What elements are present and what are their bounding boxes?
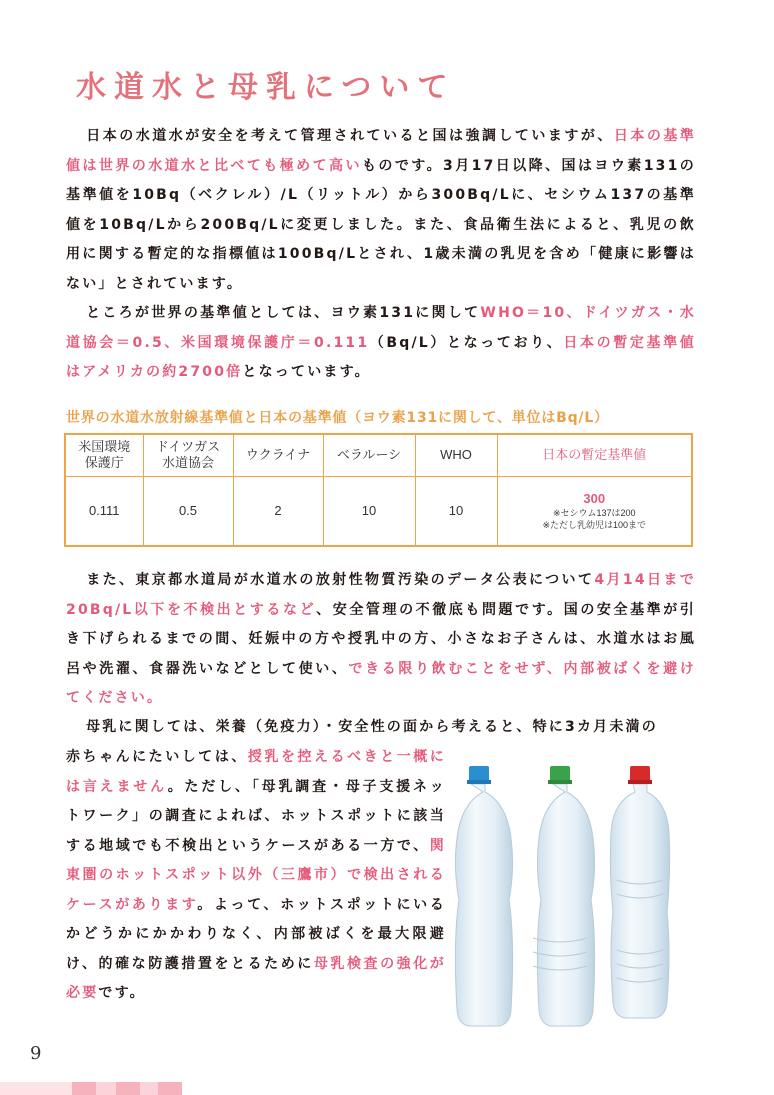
- p5-text-d: です。: [98, 985, 146, 1001]
- header-ukraine: ウクライナ: [233, 434, 323, 476]
- p3-text-a: また、東京都水道局が水道水の放射性物質汚染のデータ公表について: [86, 572, 595, 588]
- bottle-green-cap-icon: [533, 766, 595, 1026]
- p5-text-c: 。よって、ホットスポットにいるかどうかにかかわりなく、内部被ばくを最大限避け、的確な防護措置をとるために: [66, 896, 446, 972]
- p2-text-c: となっています。: [242, 364, 371, 380]
- value-ukraine: 2: [233, 476, 323, 546]
- paragraph-world-standards: [66, 299, 696, 388]
- paragraph-breast-milk-detail: [66, 743, 446, 1009]
- value-dvgw: 0.5: [143, 476, 233, 546]
- japan-value: 300: [583, 490, 606, 506]
- japan-note-infant: ※ただし乳幼児は100まで: [542, 519, 647, 530]
- p2-text-a: ところが世界の基準値としては、ヨウ素131に関して: [86, 305, 481, 321]
- bottle-red-cap-icon: [610, 766, 669, 1018]
- p5-text-b: 。ただし、「母乳調査・母子支援ネットワーク」の調査によれば、ホットスポットに該当する地域でも不検出というケースがある一方で、: [66, 778, 446, 854]
- value-us-epa: 0.111: [65, 476, 143, 546]
- header-japan: 日本の暫定基準値: [497, 434, 692, 476]
- table-caption: 世界の水道水放射線基準値と日本の基準値（ヨウ素131に関して、単位はBq/L）: [66, 410, 609, 426]
- paragraph-breast-milk-intro: [66, 713, 696, 743]
- header-dvgw: ドイツガス 水道協会: [143, 434, 233, 476]
- p3-highlight-1: 4月14日まで20Bq/L以下を不検出とするなど: [66, 572, 697, 618]
- japan-note-cesium: ※セシウム137は200: [553, 507, 636, 518]
- p4-text-a: 母乳に関しては、栄養（免疫力）・安全性の面から考えると、特に3カ月未満の: [86, 719, 658, 735]
- footer-decoration: [0, 1082, 182, 1095]
- p5-highlight-3: 母乳検査の強化が必要: [66, 955, 446, 1001]
- header-who: WHO: [415, 434, 497, 476]
- p5-highlight-1: 授乳を控えるべきと一概には言えません: [66, 749, 447, 795]
- paragraph-tokyo-waterworks: [66, 566, 696, 714]
- p3-highlight-2: できる限り飲むことをせず、内部被ばくを避けてください。: [66, 660, 696, 706]
- page-number: 9: [30, 1043, 42, 1064]
- value-japan: [497, 476, 692, 546]
- table-value-row: [65, 476, 692, 546]
- p2-text-b: （Bq/L）となっており、: [369, 334, 564, 351]
- p3-text-b: 、安全管理の不徹底も問題です。国の安全基準が引き下げられるまでの間、妊娠中の方や授乳中の方、小さなお子さんは、水道水はお風呂や洗濯、食器洗いなどとして使い、: [66, 601, 697, 677]
- value-who: 10: [415, 476, 497, 546]
- radiation-standards-table: [64, 433, 693, 547]
- p5-text-a: 赤ちゃんにたいしては、: [66, 749, 248, 765]
- header-belarus: ベラルーシ: [323, 434, 415, 476]
- p2-highlight-2: 日本の暫定基準値はアメリカの約2700倍: [66, 334, 696, 380]
- p5-highlight-2: 関東圏のホットスポット以外（三鷹市）で検出されるケースがあります: [66, 837, 446, 913]
- value-belarus: 10: [323, 476, 415, 546]
- paragraph-tap-water-safety: [66, 122, 696, 299]
- p2-highlight-1: WHO＝10、ドイツガス・水道協会＝0.5、米国環境保護庁＝0.111: [66, 305, 696, 351]
- p1-text-a: 日本の水道水が安全を考えて管理されていると国は強調していますが、: [86, 128, 614, 144]
- bottle-blue-cap-icon: [455, 766, 512, 1026]
- table-header-row: [65, 434, 692, 476]
- p1-highlight-1: 日本の基準値は世界の水道水と比べても極めて高い: [66, 128, 697, 174]
- header-us-epa: 米国環境 保護庁: [65, 434, 143, 476]
- water-bottles-illustration: [455, 760, 685, 1030]
- p1-text-b: ものです。3月17日以降、国はヨウ素131の基準値を10Bq（ベクレル）/L（リットル）から300Bq/Lに、セシウム137の基準値を10Bq/Lから200Bq/Lに変更しました。また、食品衛生法によると、乳児の飲用に関する暫定的な指標値は100Bq/Lとされ、1歳未満の乳児を含め「健康に影響はない」とされています。: [66, 157, 696, 292]
- page-title: 水道水と母乳について: [76, 70, 456, 105]
